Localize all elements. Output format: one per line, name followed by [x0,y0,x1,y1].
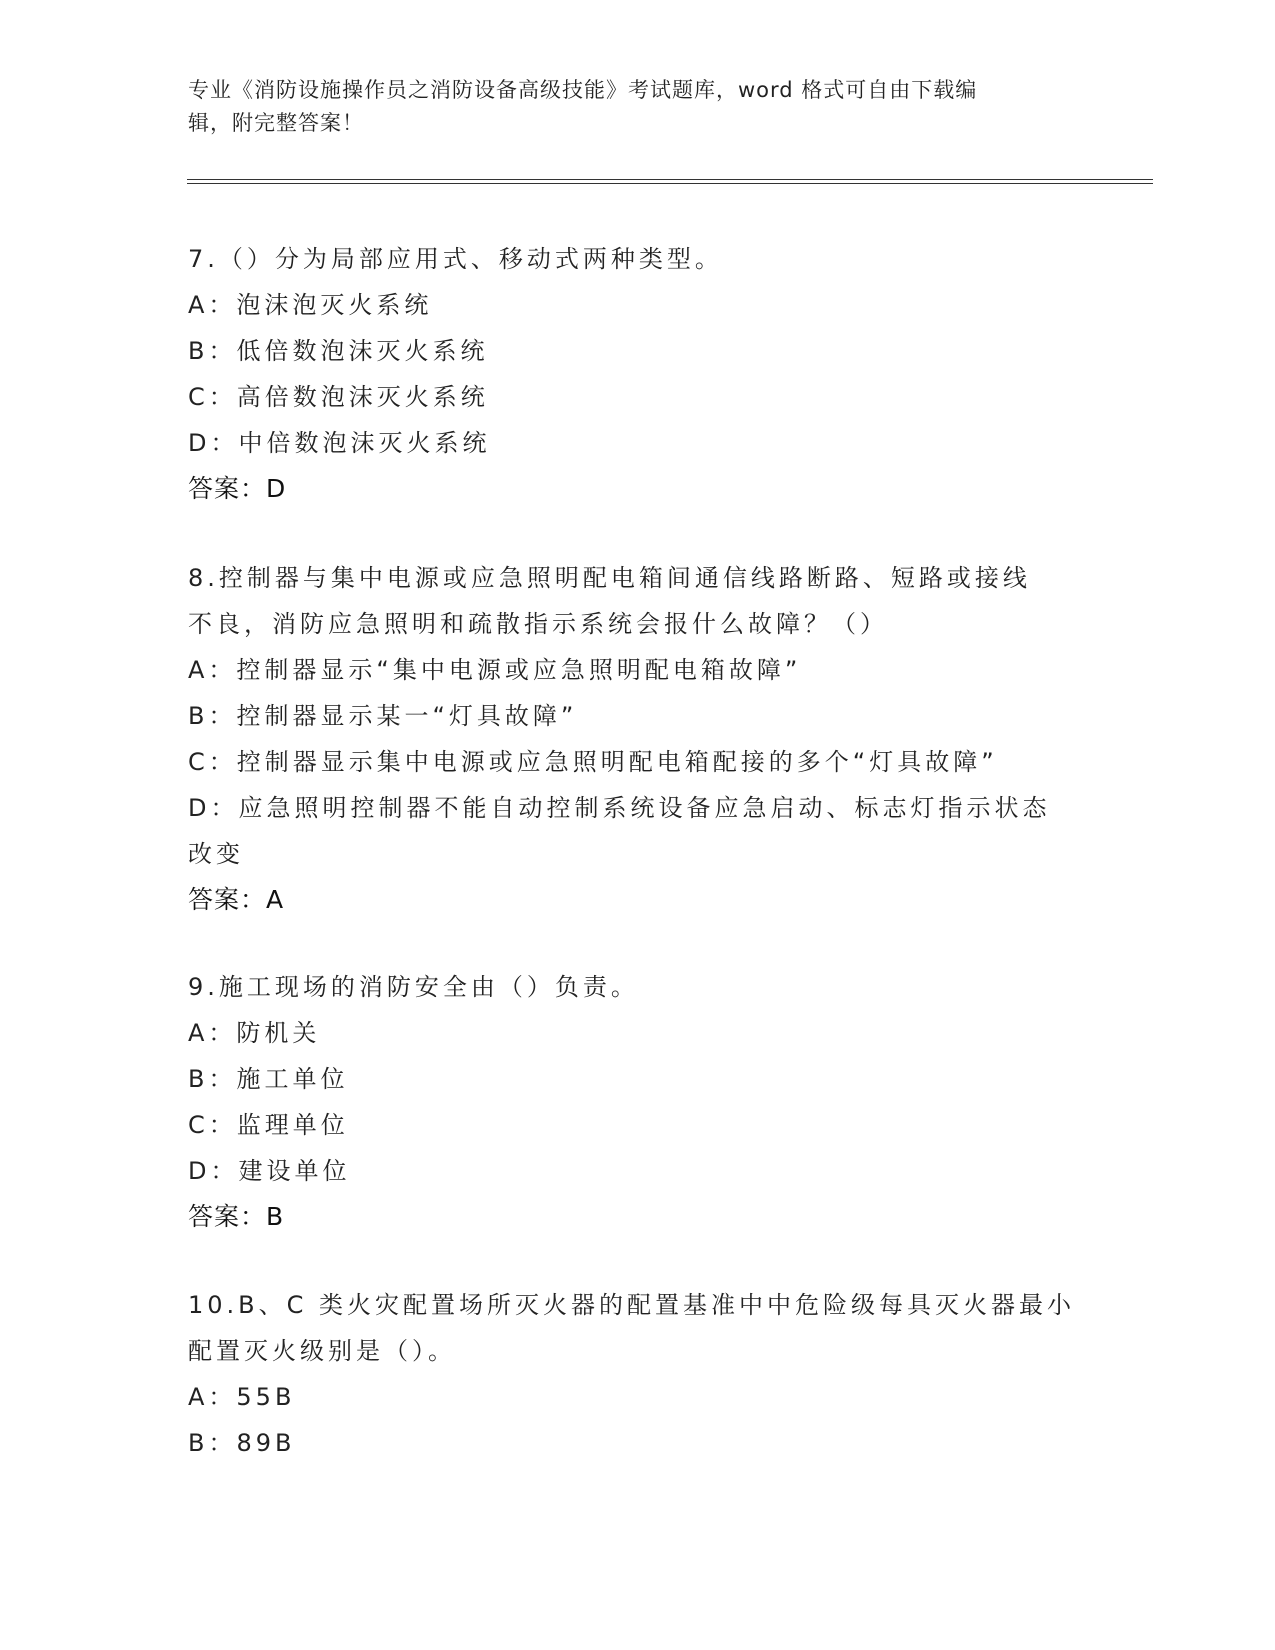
header-line-2: 辑，附完整答案！ [188,111,364,135]
header-divider-bottom [187,183,1153,184]
option-b: B：89B [188,1429,296,1457]
answer-label: 答案：A [188,885,285,914]
question-7 [188,236,1088,512]
option-a: A：泡沫泡灭火系统 [188,291,433,319]
answer-label: 答案：D [188,474,287,503]
option-c: C：控制器显示集中电源或应急照明配电箱配接的多个“灯具故障” [188,748,998,776]
question-stem [188,555,1088,647]
option-c: C：高倍数泡沫灭火系统 [188,383,489,411]
document-header [188,74,1068,140]
option-d: D：建设单位 [188,1157,351,1185]
stem-line: 7.（）分为局部应用式、移动式两种类型。 [188,245,723,273]
stem-line: 9.施工现场的消防安全由（）负责。 [188,973,639,1001]
question-stem [188,1282,1088,1374]
answer-label: 答案：B [188,1202,285,1231]
option-a: A：55B [188,1383,296,1411]
option-d-continued: 改变 [188,840,244,868]
question-stem [188,964,1088,1010]
question-8 [188,555,1088,923]
option-b: B：施工单位 [188,1065,349,1093]
stem-line: 配置灭火级别是（）。 [188,1337,456,1365]
question-9 [188,964,1088,1240]
option-b: B：低倍数泡沫灭火系统 [188,337,489,365]
option-d: D：中倍数泡沫灭火系统 [188,429,491,457]
question-stem [188,236,1088,282]
option-d: D：应急照明控制器不能自动控制系统设备应急启动、标志灯指示状态 [188,794,1051,822]
stem-line: 8.控制器与集中电源或应急照明配电箱间通信线路断路、短路或接线 [188,564,1031,592]
stem-line: 不良，消防应急照明和疏散指示系统会报什么故障？（） [188,610,888,638]
option-b: B：控制器显示某一“灯具故障” [188,702,578,730]
stem-line: 10.B、C 类火灾配置场所灭火器的配置基准中中危险级每具灭火器最小 [188,1291,1076,1319]
option-a: A：防机关 [188,1019,321,1047]
header-line-1: 专业《消防设施操作员之消防设备高级技能》考试题库，word 格式可自由下载编 [188,78,978,102]
option-a: A：控制器显示“集中电源或应急照明配电箱故障” [188,656,802,684]
header-divider-top [187,179,1153,180]
question-10 [188,1282,1088,1466]
option-c: C：监理单位 [188,1111,349,1139]
